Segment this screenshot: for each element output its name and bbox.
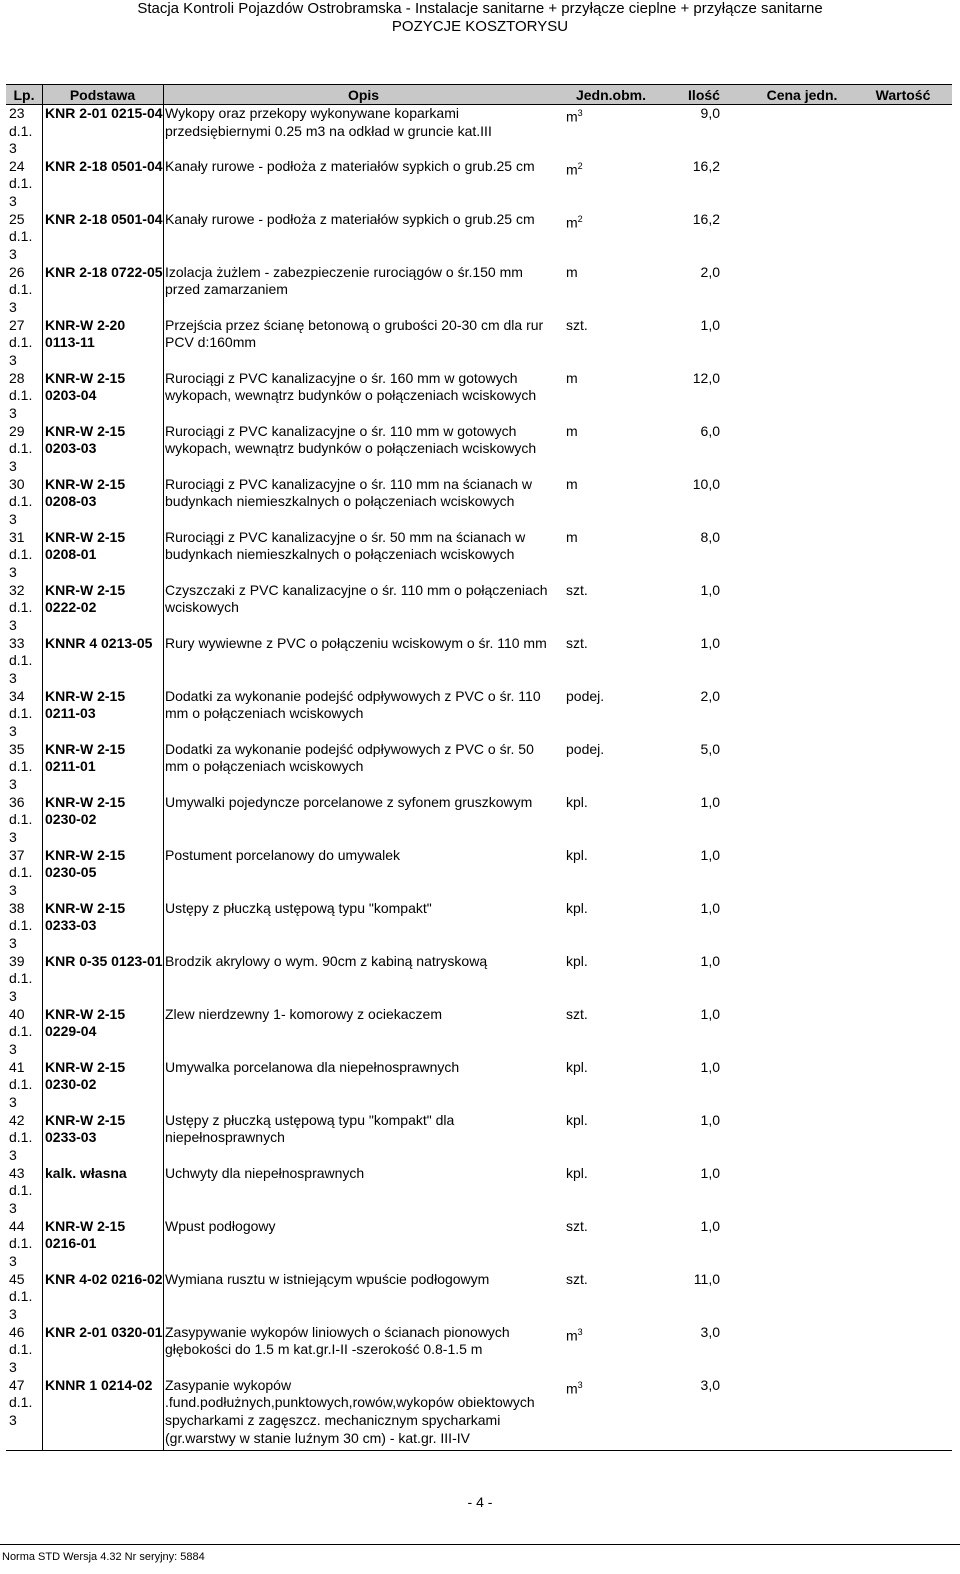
- row-jedn: kpl.: [566, 793, 588, 810]
- row-ilosc: 1,0: [700, 1005, 720, 1022]
- table-bottom-border: [6, 1450, 952, 1451]
- cost-estimate-table: [6, 84, 952, 1447]
- row-podstawa: KNR-W 2-15 0230-02: [45, 793, 126, 828]
- row-opis: Rurociągi z PVC kanalizacyjne o śr. 110 mm na ścianach w budynkach niemieszkalnych o połączeniach wciskowych: [165, 475, 533, 510]
- row-opis: Ustępy z płuczką ustępową typu "kompakt" dla niepełnosprawnych: [165, 1111, 455, 1146]
- row-cena: [750, 1006, 854, 1059]
- row-wartosc: [854, 953, 952, 1006]
- col-header-ilosc: Ilość: [658, 85, 750, 105]
- row-ilosc: 3,0: [700, 1323, 720, 1340]
- row-ilosc: 16,2: [692, 157, 720, 174]
- row-podstawa: kalk. własna: [45, 1164, 127, 1181]
- table-row: [6, 1165, 952, 1218]
- table-row: [6, 1218, 952, 1271]
- row-jedn: podej.: [566, 740, 605, 757]
- row-opis: Rurociągi z PVC kanalizacyjne o śr. 50 mm na ścianach w budynkach niemieszkalnych o połączeniach wciskowych: [165, 528, 526, 563]
- row-podstawa: KNR-W 2-15 0208-01: [45, 528, 126, 563]
- row-ilosc: 12,0: [692, 369, 720, 386]
- row-podstawa: KNNR 1 0214-02: [45, 1376, 153, 1393]
- row-ilosc: 8,0: [700, 528, 720, 545]
- row-opis: Wykopy oraz przekopy wykonywane koparkami przedsiębiernymi 0.25 m3 na odkład w gruncie kat.III: [165, 105, 492, 139]
- row-wartosc: [854, 582, 952, 635]
- row-wartosc: [854, 900, 952, 953]
- row-wartosc: [854, 847, 952, 900]
- col-header-wartosc: Wartość: [854, 85, 952, 105]
- row-opis: Postument porcelanowy do umywalek: [165, 846, 401, 863]
- row-ilosc: 6,0: [700, 422, 720, 439]
- row-lp: 37 d.1. 3: [9, 846, 33, 898]
- row-jedn: $m^2$: [566, 213, 583, 231]
- row-opis: Dodatki za wykonanie podejść odpływowych z PVC o śr. 110 mm o połączeniach wciskowych: [165, 687, 541, 722]
- row-jedn: kpl.: [566, 899, 588, 916]
- row-opis: Wymiana rusztu w istniejącym wpuście podłogowym: [165, 1270, 490, 1287]
- row-wartosc: [854, 741, 952, 794]
- row-lp: 39 d.1. 3: [9, 952, 33, 1004]
- row-ilosc: 1,0: [700, 1111, 720, 1128]
- table-row: [6, 953, 952, 1006]
- row-opis: Dodatki za wykonanie podejść odpływowych z PVC o śr. 50 mm o połączeniach wciskowych: [165, 740, 534, 775]
- table-row: [6, 264, 952, 317]
- row-opis: Ustępy z płuczką ustępową typu "kompakt": [165, 899, 432, 916]
- row-wartosc: [854, 529, 952, 582]
- row-wartosc: [854, 423, 952, 476]
- row-ilosc: 2,0: [700, 687, 720, 704]
- row-wartosc: [854, 370, 952, 423]
- column-separator: [42, 84, 43, 1450]
- row-jedn: m: [566, 475, 578, 492]
- row-jedn: kpl.: [566, 1164, 588, 1181]
- row-cena: [750, 1377, 854, 1447]
- table-row: [6, 847, 952, 900]
- row-opis: Umywalka porcelanowa dla niepełnosprawnych: [165, 1058, 460, 1075]
- col-header-podstawa: Podstawa: [42, 85, 163, 105]
- table-row: [6, 741, 952, 794]
- row-lp: 23 d.1. 3: [9, 105, 33, 157]
- row-wartosc: [854, 688, 952, 741]
- row-ilosc: 1,0: [700, 952, 720, 969]
- row-jedn: szt.: [566, 1005, 588, 1022]
- row-lp: 35 d.1. 3: [9, 740, 33, 792]
- row-wartosc: [854, 1324, 952, 1377]
- row-opis: Rurociągi z PVC kanalizacyjne o śr. 160 mm w gotowych wykopach, wewnątrz budynków o połączeniach wciskowych: [165, 369, 537, 404]
- row-opis: Zasypywanie wykopów liniowych o ścianach pionowych głębokości do 1.5 m kat.gr.I-II -szerokość 0.8-1.5 m: [165, 1323, 510, 1358]
- row-podstawa: KNR-W 2-15 0211-01: [45, 740, 126, 775]
- row-cena: [750, 476, 854, 529]
- row-opis: Zasypanie wykopów .fund.podłużnych,punktowych,rowów,wykopów obiektowych spycharkami z zagęszcz. mechanicznym spycharkami (gr.warstwy w stanie luźnym 30 cm) - kat.gr. III-IV: [165, 1376, 535, 1446]
- table-row: [6, 476, 952, 529]
- row-podstawa: KNR-W 2-15 0230-02: [45, 1058, 126, 1093]
- row-cena: [750, 158, 854, 211]
- row-podstawa: KNR 2-01 0320-01: [45, 1323, 163, 1340]
- row-jedn: kpl.: [566, 952, 588, 969]
- row-ilosc: 11,0: [693, 1270, 720, 1287]
- row-wartosc: [854, 1165, 952, 1218]
- row-opis: Brodzik akrylowy o wym. 90cm z kabiną natryskową: [165, 952, 488, 969]
- row-lp: 45 d.1. 3: [9, 1270, 33, 1322]
- row-wartosc: [854, 635, 952, 688]
- row-cena: [750, 635, 854, 688]
- row-ilosc: 3,0: [700, 1376, 720, 1393]
- row-cena: [750, 317, 854, 370]
- row-podstawa: KNR-W 2-15 0203-04: [45, 369, 126, 404]
- row-lp: 46 d.1. 3: [9, 1323, 33, 1375]
- row-jedn: kpl.: [566, 1111, 588, 1128]
- row-wartosc: [854, 794, 952, 847]
- row-podstawa: KNR 0-35 0123-01: [45, 952, 163, 969]
- row-ilosc: 1,0: [700, 634, 720, 651]
- row-wartosc: [854, 1006, 952, 1059]
- row-lp: 43 d.1. 3: [9, 1164, 33, 1216]
- row-jedn: podej.: [566, 687, 605, 704]
- row-ilosc: 1,0: [700, 1058, 720, 1075]
- row-jedn: $m^3$: [566, 1379, 583, 1397]
- row-ilosc: 2,0: [700, 263, 720, 280]
- row-lp: 24 d.1. 3: [9, 157, 33, 209]
- document-header-title: Stacja Kontroli Pojazdów Ostrobramska - Instalacje sanitarne + przyłącze cieplne + przyłącze sanitarne: [137, 0, 823, 17]
- row-lp: 30 d.1. 3: [9, 475, 33, 527]
- row-podstawa: KNR-W 2-15 0211-03: [45, 687, 126, 722]
- table-row: [6, 582, 952, 635]
- row-cena: [750, 953, 854, 1006]
- row-lp: 27 d.1. 3: [9, 316, 33, 368]
- row-opis: Izolacja żużlem - zabezpieczenie rurociągów o śr.150 mm przed zamarzaniem: [165, 263, 523, 298]
- row-podstawa: KNR-W 2-15 0208-03: [45, 475, 126, 510]
- table-row: [6, 317, 952, 370]
- row-opis: Zlew nierdzewny 1- komorowy z ociekaczem: [165, 1005, 442, 1022]
- row-ilosc: 5,0: [700, 740, 720, 757]
- row-wartosc: [854, 1271, 952, 1324]
- table-row: [6, 794, 952, 847]
- table-row: [6, 688, 952, 741]
- row-opis: Uchwyty dla niepełnosprawnych: [165, 1164, 365, 1181]
- row-podstawa: KNR-W 2-15 0203-03: [45, 422, 126, 457]
- row-podstawa: KNR-W 2-15 0229-04: [45, 1005, 126, 1040]
- row-jedn: m: [566, 528, 578, 545]
- row-lp: 42 d.1. 3: [9, 1111, 33, 1163]
- row-cena: [750, 1059, 854, 1112]
- software-footer: Norma STD Wersja 4.32 Nr seryjny: 5884: [2, 1551, 205, 1563]
- row-ilosc: 16,2: [692, 210, 720, 227]
- row-ilosc: 1,0: [700, 581, 720, 598]
- document-header-subtitle: POZYCJE KOSZTORYSU: [391, 18, 569, 35]
- row-lp: 36 d.1. 3: [9, 793, 33, 845]
- row-ilosc: 1,0: [700, 1164, 720, 1181]
- row-jedn: szt.: [566, 316, 588, 333]
- row-lp: 26 d.1. 3: [9, 263, 33, 315]
- row-podstawa: KNR-W 2-15 0233-03: [45, 899, 126, 934]
- row-jedn: m: [566, 369, 578, 386]
- row-jedn: kpl.: [566, 846, 588, 863]
- row-lp: 38 d.1. 3: [9, 899, 33, 951]
- table-row: [6, 1059, 952, 1112]
- row-lp: 47 d.1. 3: [9, 1376, 33, 1428]
- row-lp: 31 d.1. 3: [9, 528, 33, 580]
- row-cena: [750, 582, 854, 635]
- row-ilosc: 1,0: [700, 899, 720, 916]
- table-header-row: [6, 85, 952, 105]
- row-lp: 33 d.1. 3: [9, 634, 33, 686]
- row-lp: 29 d.1. 3: [9, 422, 33, 474]
- row-opis: Kanały rurowe - podłoża z materiałów sypkich o grub.25 cm: [165, 157, 535, 174]
- row-podstawa: KNR 2-18 0722-05: [45, 263, 163, 280]
- row-opis: Przejścia przez ścianę betonową o grubości 20-30 cm dla rur PCV d:160mm: [165, 316, 544, 351]
- row-jedn: kpl.: [566, 1058, 588, 1075]
- row-cena: [750, 423, 854, 476]
- row-wartosc: [854, 211, 952, 264]
- row-cena: [750, 1112, 854, 1165]
- page-number: - 4 -: [467, 1494, 493, 1510]
- row-wartosc: [854, 105, 952, 158]
- row-jedn: m: [566, 263, 578, 280]
- footer-divider: [0, 1544, 960, 1545]
- row-cena: [750, 105, 854, 158]
- row-podstawa: KNR 4-02 0216-02: [45, 1270, 163, 1287]
- row-cena: [750, 847, 854, 900]
- table-row: [6, 1324, 952, 1377]
- row-podstawa: KNR-W 2-15 0230-05: [45, 846, 126, 881]
- row-wartosc: [854, 158, 952, 211]
- row-lp: 40 d.1. 3: [9, 1005, 33, 1057]
- row-podstawa: KNNR 4 0213-05: [45, 634, 153, 651]
- row-podstawa: KNR-W 2-20 0113-11: [45, 316, 126, 351]
- col-header-opis: Opis: [163, 85, 564, 105]
- row-lp: 34 d.1. 3: [9, 687, 33, 739]
- row-wartosc: [854, 476, 952, 529]
- row-cena: [750, 688, 854, 741]
- row-podstawa: KNR-W 2-15 0233-03: [45, 1111, 126, 1146]
- row-wartosc: [854, 1112, 952, 1165]
- row-lp: 41 d.1. 3: [9, 1058, 33, 1110]
- table-row: [6, 211, 952, 264]
- row-ilosc: 1,0: [700, 1217, 720, 1234]
- row-jedn: $m^3$: [566, 1326, 583, 1344]
- row-podstawa: KNR-W 2-15 0216-01: [45, 1217, 126, 1252]
- col-header-cena: Cena jedn.: [750, 85, 854, 105]
- row-opis: Umywalki pojedyncze porcelanowe z syfonem gruszkowym: [165, 793, 533, 810]
- row-cena: [750, 370, 854, 423]
- table-row: [6, 1112, 952, 1165]
- table-row: [6, 635, 952, 688]
- row-cena: [750, 741, 854, 794]
- row-ilosc: 9,0: [700, 105, 720, 121]
- row-opis: Rury wywiewne z PVC o połączeniu wciskowym o śr. 110 mm: [165, 634, 547, 651]
- table-row: [6, 900, 952, 953]
- row-ilosc: 10,0: [692, 475, 720, 492]
- row-jedn: szt.: [566, 1270, 588, 1287]
- row-cena: [750, 1271, 854, 1324]
- row-lp: 44 d.1. 3: [9, 1217, 33, 1269]
- row-jedn: $m^3$: [566, 108, 583, 125]
- table-row: [6, 158, 952, 211]
- table-row: [6, 1006, 952, 1059]
- row-podstawa: KNR 2-18 0501-04: [45, 157, 163, 174]
- table-row: [6, 1271, 952, 1324]
- row-wartosc: [854, 317, 952, 370]
- row-podstawa: KNR-W 2-15 0222-02: [45, 581, 126, 616]
- row-cena: [750, 529, 854, 582]
- row-jedn: szt.: [566, 581, 588, 598]
- row-cena: [750, 264, 854, 317]
- row-cena: [750, 211, 854, 264]
- row-wartosc: [854, 1218, 952, 1271]
- row-podstawa: KNR 2-01 0215-04: [45, 105, 163, 121]
- table-row: [6, 423, 952, 476]
- row-cena: [750, 900, 854, 953]
- row-opis: Wpust podłogowy: [165, 1217, 276, 1234]
- row-cena: [750, 1165, 854, 1218]
- row-wartosc: [854, 1059, 952, 1112]
- row-wartosc: [854, 264, 952, 317]
- col-header-lp: Lp.: [6, 85, 42, 105]
- table-row: [6, 370, 952, 423]
- row-cena: [750, 1324, 854, 1377]
- row-cena: [750, 1218, 854, 1271]
- row-lp: 25 d.1. 3: [9, 210, 33, 262]
- row-lp: 28 d.1. 3: [9, 369, 33, 421]
- row-jedn: $m^2$: [566, 160, 583, 178]
- col-header-jedn: Jedn.obm.: [564, 85, 658, 105]
- table-row: [6, 1377, 952, 1447]
- row-jedn: m: [566, 422, 578, 439]
- row-opis: Rurociągi z PVC kanalizacyjne o śr. 110 mm w gotowych wykopach, wewnątrz budynków o połączeniach wciskowych: [165, 422, 537, 457]
- row-ilosc: 1,0: [700, 316, 720, 333]
- column-separator: [163, 84, 164, 1450]
- row-jedn: szt.: [566, 634, 588, 651]
- row-podstawa: KNR 2-18 0501-04: [45, 210, 163, 227]
- row-wartosc: [854, 1377, 952, 1447]
- row-jedn: szt.: [566, 1217, 588, 1234]
- table-row: [6, 105, 952, 158]
- row-lp: 32 d.1. 3: [9, 581, 33, 633]
- table-row: [6, 529, 952, 582]
- row-ilosc: 1,0: [700, 793, 720, 810]
- row-ilosc: 1,0: [700, 846, 720, 863]
- row-opis: Czyszczaki z PVC kanalizacyjne o śr. 110 mm o połączeniach wciskowych: [165, 581, 548, 616]
- row-cena: [750, 794, 854, 847]
- row-opis: Kanały rurowe - podłoża z materiałów sypkich o grub.25 cm: [165, 210, 535, 227]
